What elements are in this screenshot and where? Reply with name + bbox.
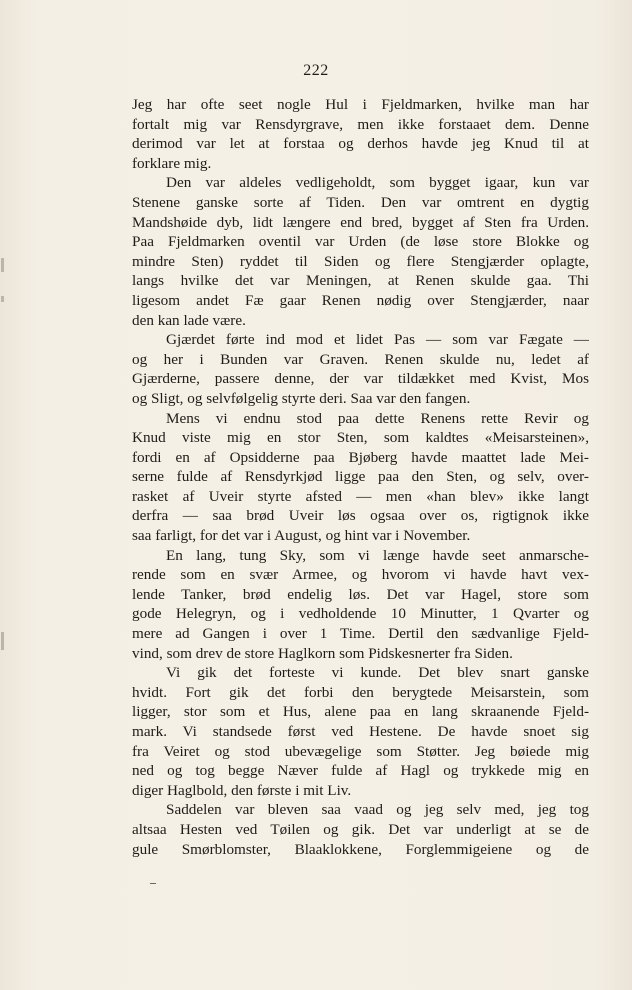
page-number: 222 bbox=[303, 62, 329, 79]
text-line: rende som en svær Armee, og hvorom vi havde havt vex- bbox=[132, 566, 589, 584]
text-line: ned og tog begge Næver fulde af Hagl og trykkede mig en bbox=[132, 762, 589, 780]
text-line: ligesom andet Fæ gaar Renen nødig over Stengjærder, naar bbox=[132, 291, 589, 309]
scan-edge-mark bbox=[1, 632, 4, 650]
text-line: ligger, stor som et Hus, alene paa en lang skraanende Fjeld- bbox=[132, 703, 589, 721]
text-line: serne fulde af Rensdyrkjød ligge paa den Sten, og selv, over- bbox=[132, 468, 589, 486]
scan-edge-mark bbox=[1, 296, 4, 302]
text-line: forklare mig. bbox=[132, 154, 212, 172]
text-line: hvidt. Fort gik det forbi den berygtede Meisarstein, som bbox=[132, 683, 589, 701]
text-line: mere ad Gangen i over 1 Time. Dertil den sædvanlige Fjeld- bbox=[132, 625, 589, 643]
text-line: En lang, tung Sky, som vi længe havde seet anmarsche- bbox=[166, 546, 589, 564]
text-line: Vi gik det forteste vi kunde. Det blev snart ganske bbox=[166, 664, 589, 682]
text-line: Knud viste mig en stor Sten, som kaldtes «Meisarsteinen», bbox=[132, 429, 589, 447]
text-line: gode Helegryn, og i vedholdende 10 Minutter, 1 Qvarter og bbox=[132, 605, 589, 623]
text-line: Gjærdet førte ind mod et lidet Pas — som var Fægate — bbox=[166, 331, 589, 349]
text-line: langs hvilke det var Meningen, at Renen skulde gaa. Thi bbox=[132, 272, 589, 290]
stray-mark bbox=[150, 883, 156, 884]
text-line: den kan lade være. bbox=[132, 311, 246, 329]
text-line: gule Smørblomster, Blaaklokkene, Forglemmigeiene og de bbox=[132, 840, 589, 858]
text-line: altsaa Hesten ved Tøilen og gik. Det var underligt at se de bbox=[132, 820, 589, 838]
text-line: og Sligt, og selvfølgelig styrte deri. Saa var den fangen. bbox=[132, 389, 471, 407]
text-line: mark. Vi standsede først ved Hestene. De havde snoet sig bbox=[132, 723, 589, 740]
scan-edge-mark bbox=[1, 258, 4, 272]
text-line: derimod var let at forstaa og derhos havde jeg Knud til at bbox=[132, 135, 589, 153]
text-line: fortalt mig var Rensdyrgrave, men ikke forstaaet dem. Denne bbox=[132, 115, 589, 133]
text-line: Saddelen var bleven saa vaad og jeg selv med, jeg tog bbox=[166, 801, 589, 819]
text-line: Mandshøide dyb, lidt længere end bred, bygget af Sten fra Urden. bbox=[132, 213, 589, 231]
text-line: diger Haglbold, den første i mit Liv. bbox=[132, 781, 352, 799]
text-line: Mens vi endnu stod paa dette Renens rette Revir og bbox=[166, 409, 589, 427]
text-line: vind, som drev de store Haglkorn som Pidskesnerter fra Siden. bbox=[132, 644, 513, 662]
text-line: lende Tanker, brød endelig løs. Det var Hagel, store som bbox=[132, 585, 589, 603]
text-line: rasket af Uveir styrte afsted — men «han blev» ikke langt bbox=[132, 487, 589, 505]
text-line: saa farligt, for det var i August, og hint var i November. bbox=[132, 527, 471, 545]
text-line: Paa Fjeldmarken oventil var Urden (de løse store Blokke og bbox=[132, 233, 589, 251]
text-line: Jeg har ofte seet nogle Hul i Fjeldmarken, hvilke man har bbox=[132, 96, 589, 113]
text-line: derfra — saa brød Uveir løs ogsaa over os, rigtignok ikke bbox=[132, 507, 589, 525]
text-line: Den var aldeles vedligeholdt, som bygget igaar, kun var bbox=[166, 174, 589, 192]
text-line: mindre Sten) ryddet til Siden og flere Stengjærder oplagte, bbox=[132, 252, 589, 270]
text-line: fra Veiret og stod ubevægelige som Støtter. Jeg bøiede mig bbox=[132, 742, 589, 760]
text-line: fordi en af Opsidderne paa Bjøberg havde maattet lade Mei- bbox=[132, 448, 589, 466]
text-line: Stenene ganske sorte af Tiden. Den var omtrent en dygtig bbox=[132, 193, 589, 211]
text-line: Gjærderne, passere denne, der var tildækket med Kvist, Mos bbox=[132, 370, 589, 388]
text-line: og her i Bunden var Graven. Renen skulde nu, ledet af bbox=[132, 350, 589, 368]
body-text bbox=[132, 95, 589, 859]
